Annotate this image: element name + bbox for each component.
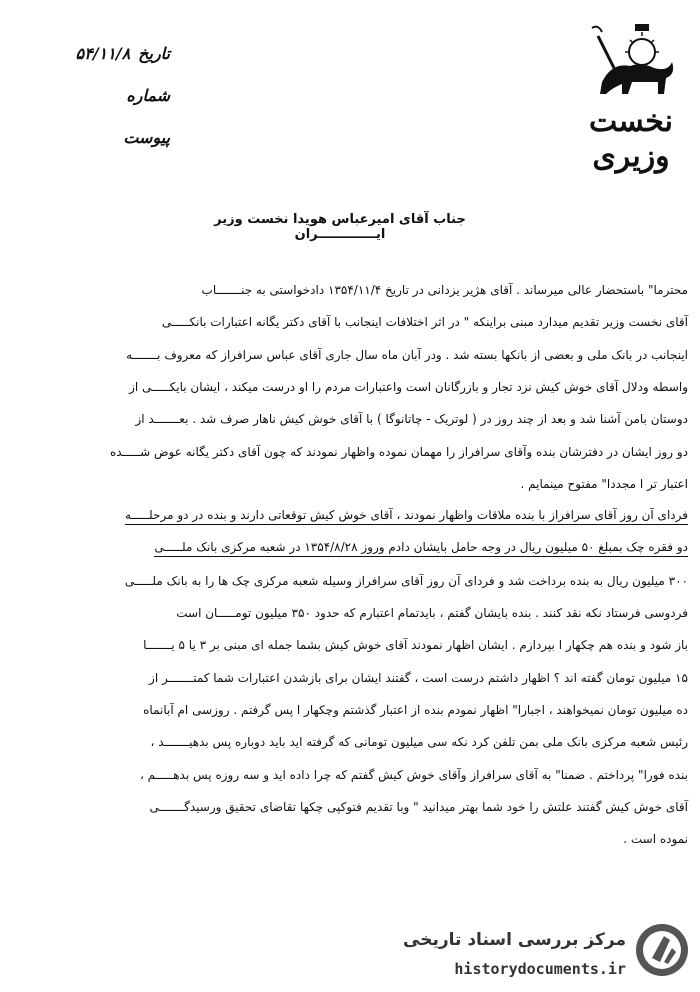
attachment-row (30, 116, 170, 158)
body-line: دوستان بامن آشنا شد و بعد از چند روز در ( لوتریک - چاتانوگا ) با آقای خوش کیش ناهار صرف شد . بعـــــــد از (135, 412, 688, 427)
body-line: محترما" باستحضار عالی میرساند . آقای هژیر یزدانی در تاریخ ۱۳۵۴/۱۱/۴ دادخواستی به جنـــــــاب (201, 283, 688, 298)
number-row (30, 74, 170, 116)
body-line: دو روز ایشان در دفترشان بنده وآقای سرافراز را مهمان نموده واظهار نمودند که چون آقای دکتر یگانه عوض شـــــده (110, 444, 688, 459)
body-line: آقای خوش کیش گفتند علتش را خود شما بهتر میدانید " وبا تقدیم فتوکپی چکها تقاضای تحقیق ورسیدگـــــــی (149, 799, 688, 814)
date-label: تاریخ (138, 43, 170, 63)
body-line: اینجانب در بانک ملی و بعضی از بانکها بسته شد . ودر آبان ماه سال جاری آقای عباس سرافراز که معروف بـــــــه (126, 347, 688, 362)
watermark-url: historydocuments.ir (454, 960, 626, 978)
body-line: ۱۵ میلیون تومان گفته اند ؟ اظهار داشتم درست است ، گفتند ایشان برای بازشدن اعتبارات شما کمتـــــــر از (149, 670, 688, 685)
body-line: واسطه ودلال آقای خوش کیش نزد تجار و بازرگانان است واعتبارات مردم را او درست میکند ، ایشان بایکـــــی از (129, 380, 688, 395)
organization-name: نخست وزیری (589, 104, 673, 174)
archive-logo-icon (634, 922, 690, 978)
body-line: آقای نخست وزیر تقدیم میدارد مبنی براینکه " در اثر اختلافات اینجانب با آقای دکتر یگانه اعتبارات بانکـــــی (161, 315, 688, 330)
body-line: باز شود و بنده هم چکهار ا بپردازم . ایشان اظهار نمودند آقای خوش کیش بشما جمله ای مبنی بر ۳ یا ۵ یـــــــا (143, 638, 688, 653)
body-line: بنده فورا" پرداختم . ضمنا" به آقای سرافراز وآقای خوش کیش گفتم که چرا داده اید و سه روزه پس بدهـــــم ، (139, 767, 688, 782)
attachment-label: پیوست (123, 127, 170, 147)
body-line: نموده است . (623, 832, 688, 847)
body-line: فردوسی فرستاد نکه نقد کنند . بنده بایشان گفتم ، بایدتمام اعتبارم که حدود ۳۵۰ میلیون تومـــــان است (176, 606, 688, 621)
recipient-line: جناب آقای امیرعباس هویدا نخست وزیر ایـــــــــــــران (214, 212, 466, 242)
archive-watermark (400, 918, 690, 988)
body-line: ده میلیون تومان نمیخواهند ، اجبارا" اظهار نمودم بنده از اعتبار گذشتم وچکهار ا پس گرفتم . روزسی ام آبانماه (143, 703, 688, 717)
body-line-underlined: دو فقره چک بمبلغ ۵۰ میلیون ریال در وجه حامل بایشان دادم وروز ۱۳۵۴/۸/۲۸ در شعبه مرکزی بانک ملـــــی (28, 532, 688, 564)
letter-meta (30, 32, 170, 158)
body-line-underlined: فردای آن روز آقای سرافراز با بنده ملاقات واظهار نمودند ، آقای خوش کیش توقعاتی دارند و بنده در دو مرحلـــــه (28, 500, 688, 532)
watermark-title: مرکز بررسی اسناد تاریخی (403, 930, 626, 950)
date-value: ۵۴/۱۱/۸ (75, 43, 131, 63)
body-line: اعتبار تر ا مجددا" مفتوح مینمایم . (520, 476, 688, 491)
body-line: ۳۰۰ میلیون ریال به بنده برداخت شد و فردای آن روز آقای سرافراز وسیله شعبه مرکزی چک ها را به بانک ملـــــی (124, 573, 688, 588)
letter-body (28, 274, 688, 855)
lion-and-sun-emblem-icon (582, 22, 680, 102)
body-line: رئیس شعبه مرکزی بانک ملی بمن تلفن کرد نکه سی میلیون تومانی که گرفته اید باید دوباره پس بدهیـــــــد ، (150, 735, 688, 750)
date-row (30, 32, 170, 74)
number-label: شماره (126, 85, 170, 105)
